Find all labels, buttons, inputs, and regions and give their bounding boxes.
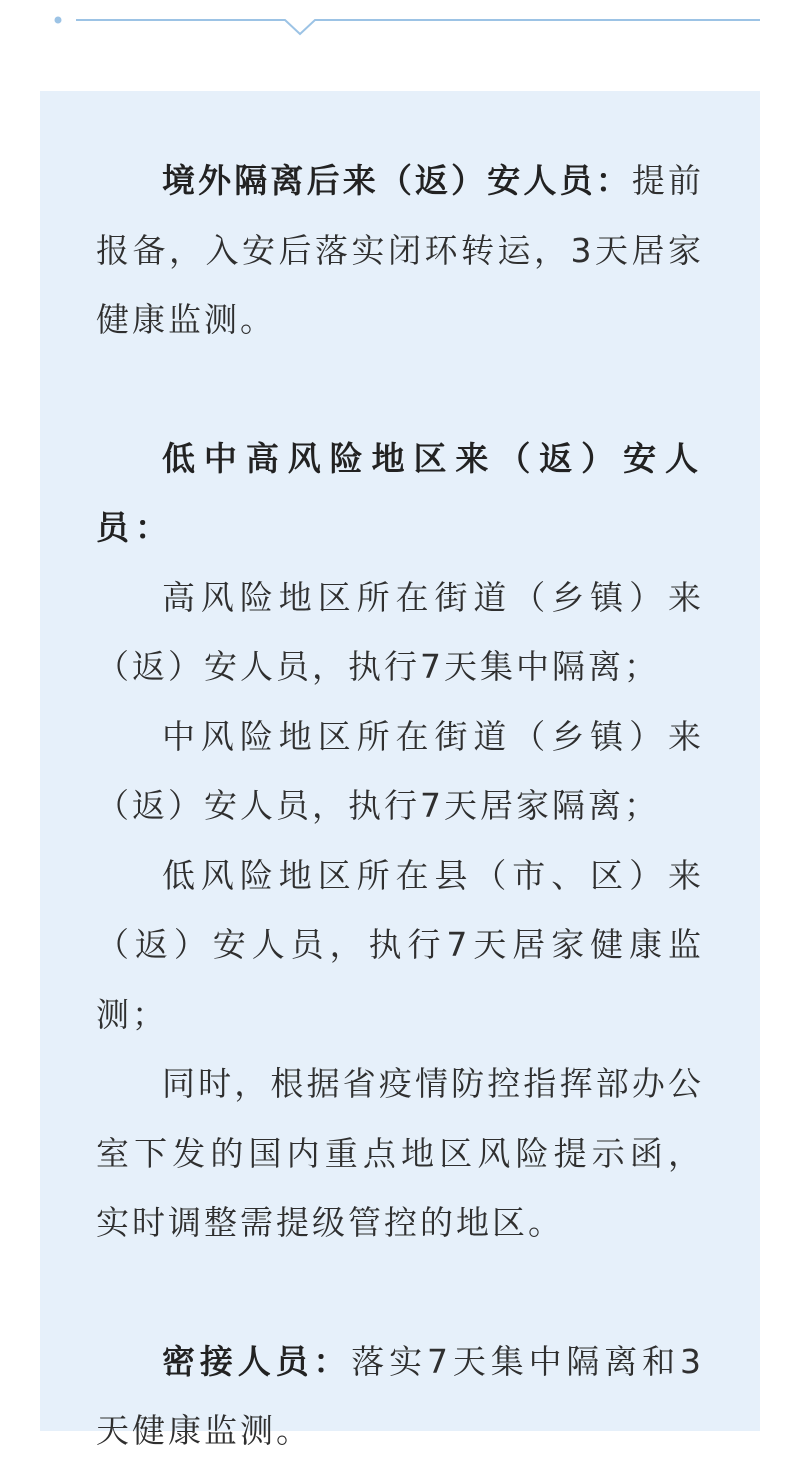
- divider-dot-icon: [55, 17, 62, 24]
- close-contacts-lead: 密接人员：: [162, 1341, 352, 1381]
- divider-line: [76, 20, 760, 34]
- close-contacts-body: 落实7天集中隔离和3天健康监测。: [96, 1341, 705, 1450]
- low-risk-paragraph: 低风险地区所在县（市、区）来（返）安人员，执行7天居家健康监测；: [96, 855, 704, 1034]
- close-contacts-paragraph: [96, 1327, 704, 1466]
- top-divider: [0, 0, 800, 50]
- overseas-paragraph: [96, 146, 704, 355]
- risk-areas-heading: 低中高风险地区来（返）安人员：: [96, 438, 704, 547]
- adjustment-paragraph: 同时，根据省疫情防控指挥部办公室下发的国内重点地区风险提示函，实时调整需提级管控的地区。: [96, 1064, 704, 1242]
- high-risk-paragraph: 高风险地区所在街道（乡镇）来（返）安人员，执行7天集中隔离；: [96, 577, 704, 686]
- medium-risk-paragraph: 中风险地区所在街道（乡镇）来（返）安人员，执行7天居家隔离；: [96, 716, 704, 825]
- overseas-lead: 境外隔离后来（返）安人员：: [162, 161, 632, 200]
- overseas-body: 提前报备，入安后落实闭环转运，3天居家健康监测。: [96, 161, 705, 339]
- article-body: [96, 146, 704, 1466]
